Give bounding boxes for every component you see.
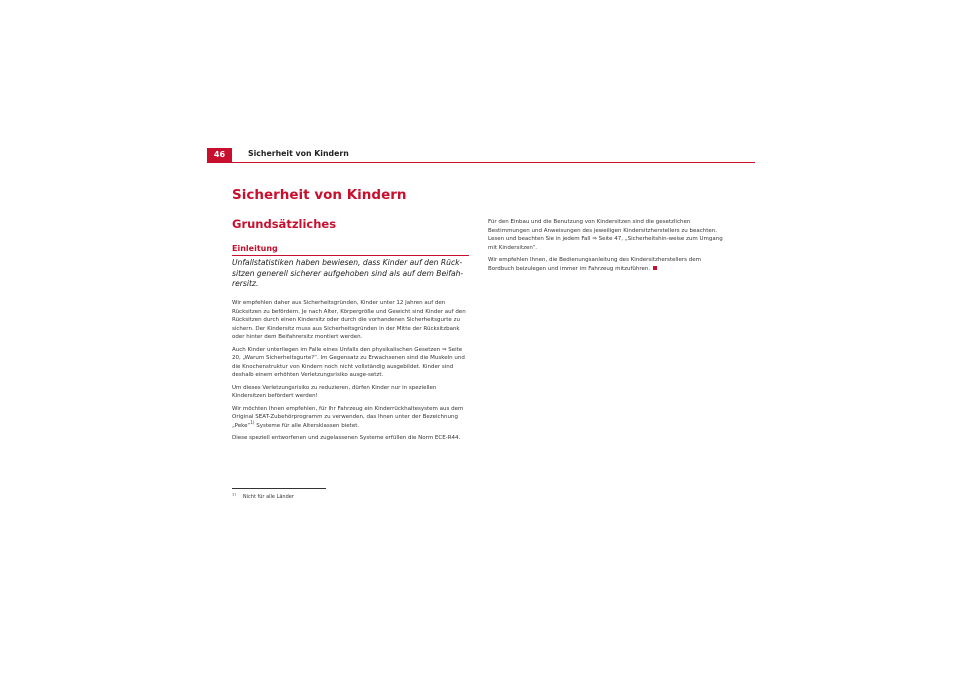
paragraph: Diese speziell entworfenen und zugelassenen Systeme erfüllen die Norm ECE-R44. — [232, 435, 461, 441]
right-column — [488, 218, 728, 277]
paragraph — [232, 405, 472, 431]
subsection-title: Einleitung — [232, 244, 469, 256]
footnote — [232, 493, 294, 501]
paragraph: Auch Kinder unterliegen im Falle eines Unfalls den physikalischen Gesetzen ⇒ Seite 20, „Warum Sicherheitsgurte?“. Im Gegensatz zu Erwachsenen sind die Muskeln und die Knochenstruktur von Kindern noch nicht vollständig ausgebildet. Kinder sind deshalb einem erhöhten Verletzungsrisiko ausge-setzt. — [232, 346, 465, 378]
page-number: 46 — [207, 148, 232, 162]
paragraph: Wir empfehlen daher aus Sicherheitsgründen, Kinder unter 12 Jahren auf den Rücksitzen zu befördern. Je nach Alter, Körpergröße und Gewicht sind Kinder auf den Rücksitzen durch einen Kindersitz oder durch die vorhandenen Sicherheitsgurte zu sichern. Der Kindersitz muss aus Sicherheitsgründen in der Mitte der Rücksitzbank oder hinter dem Beifahrersitz montiert werden. — [232, 300, 466, 340]
lead-text: Unfallstatistiken haben bewiesen, dass Kinder auf den Rück-sitzen generell sicherer aufgehoben sind als auf dem Beifah-rersitz. — [232, 258, 464, 288]
footnote-text: Nicht für alle Länder — [242, 494, 294, 500]
paragraph-text: Systeme für alle Altersklassen bietet. — [254, 422, 360, 429]
chapter-title: Sicherheit von Kindern — [232, 187, 407, 203]
header-rule — [207, 162, 755, 163]
section-end-icon — [653, 266, 657, 270]
paragraph — [488, 256, 728, 273]
paragraph: Für den Einbau und die Benutzung von Kindersitzen sind die gesetzlichen Bestimmungen und Anweisungen des jeweiligen Kindersitzherstellers zu beachten. Lesen und beachten Sie in jedem Fall ⇒ Seite 47, „Sicherheitshin-weise zum Umgang mit Kindersitzen“. — [488, 219, 723, 251]
running-header: Sicherheit von Kindern — [248, 149, 349, 158]
paragraph: Um dieses Verletzungsrisiko zu reduzieren, dürfen Kinder nur in speziellen Kindersitzen befördert werden! — [232, 384, 437, 399]
section-title: Grundsätzliches — [232, 217, 337, 231]
footnote-rule — [232, 488, 326, 489]
left-column — [232, 299, 472, 447]
paragraph-text: Wir empfehlen Ihnen, die Bedienungsanleitung des Kindersitzherstellers dem Bordbuch beizulegen und immer im Fahrzeug mitzuführen. — [488, 257, 701, 272]
footnote-reference: 1) — [250, 419, 255, 425]
footnote-marker: 1) — [232, 491, 236, 497]
paragraph-text: Wir möchten Ihnen empfehlen, für Ihr Fahrzeug ein Kinderrückhaltesystem aus dem Original SEAT-Zubehörprogramm zu verwenden, das Ihnen unter der Bezeichnung „Peke“ — [232, 405, 464, 429]
